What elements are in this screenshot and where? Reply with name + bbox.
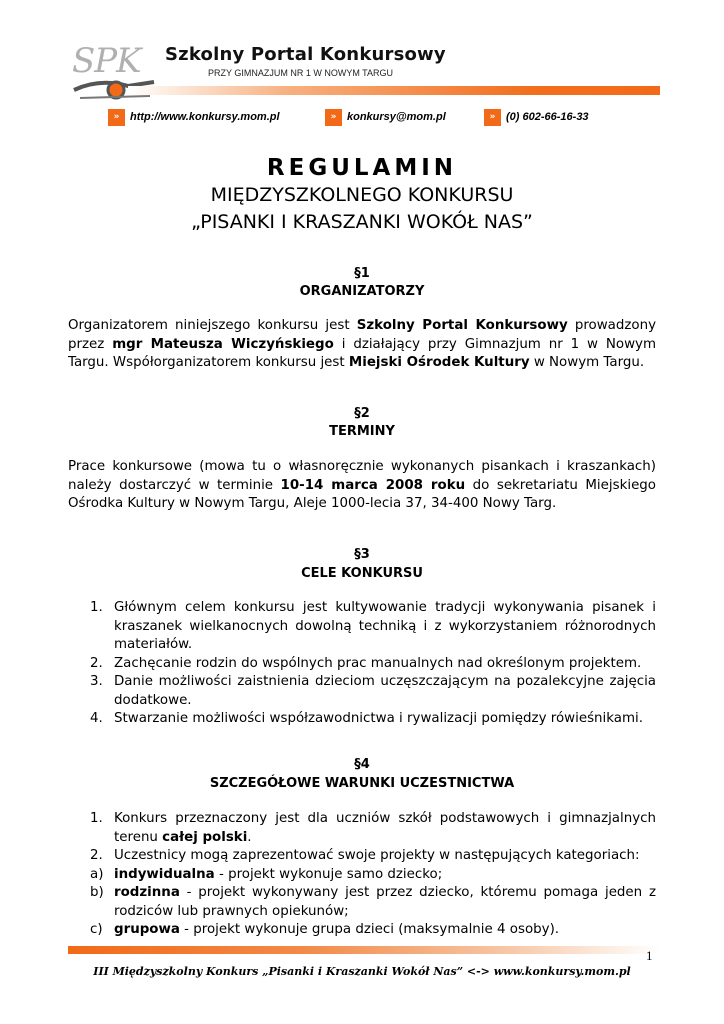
footer-accent-bar bbox=[68, 946, 660, 954]
section-4-number: §4 bbox=[354, 757, 370, 772]
section-1-heading: ORGANIZATORZY bbox=[299, 284, 425, 299]
section-2-number: §2 bbox=[354, 406, 370, 421]
portal-subtitle: PRZY GIMNAZJUM NR 1 W NOWYM TARGU bbox=[208, 68, 394, 78]
list-item: 1. Konkurs przeznaczony jest dla uczniów szkół podstawowych i gimnazjalnych terenu całej polski. bbox=[90, 811, 656, 845]
list-item: b) rodzinna - projekt wykonywany jest przez dziecko, któremu pomaga jeden z rodziców lub prawnych opiekunów; bbox=[90, 885, 656, 919]
document-subtitle-1: MIĘDZYSZKOLNEGO KONKURSU bbox=[210, 184, 514, 206]
chevron-right-icon: » bbox=[108, 109, 125, 126]
page-number: 1 bbox=[646, 948, 653, 963]
contact-bar bbox=[108, 108, 668, 126]
footer-text: III Międzyszkolny Konkurs „Pisanki i Kraszanki Wokół Nas” <-> www.konkursy.mom.pl bbox=[93, 965, 631, 978]
section-2-paragraph: Prace konkursowe (mowa tu o własnoręcznie wykonanych pisankach i kraszankach) należy dostarczyć w terminie 10-14 marca 2008 roku do sekretariatu Miejskiego Ośrodka Kultury w Nowym Targu, Aleje 1000-lecia 37, 34-400 Nowy Targ. bbox=[68, 459, 656, 511]
list-item: 2. Zachęcanie rodzin do wspólnych prac manualnych nad określonym projektem. bbox=[90, 655, 642, 671]
section-3-heading: CELE KONKURSU bbox=[301, 566, 423, 581]
section-4-heading: SZCZEGÓŁOWE WARUNKI UCZESTNICTWA bbox=[209, 776, 515, 791]
list-item: a) indywidualna - projekt wykonuje samo dziecko; bbox=[90, 866, 443, 882]
section-3-list bbox=[90, 599, 656, 729]
contact-email[interactable] bbox=[325, 108, 446, 126]
list-item: c) grupowa - projekt wykonuje grupa dzieci (maksymalnie 4 osoby). bbox=[90, 922, 560, 937]
section-4-list bbox=[90, 810, 656, 940]
portal-title: Szkolny Portal Konkursowy bbox=[165, 44, 446, 65]
list-item: 3. Danie możliwości zaistnienia dzieciom uczęszczającym na pozalekcyjne zajęcia dodatkowe. bbox=[90, 674, 656, 708]
document-title: REGULAMIN bbox=[266, 155, 458, 181]
contact-phone bbox=[484, 108, 589, 126]
section-3-number: §3 bbox=[354, 547, 370, 562]
list-item: 4. Stwarzanie możliwości współzawodnictwa i rywalizacji pomiędzy rówieśnikami. bbox=[90, 711, 644, 726]
section-1-number: §1 bbox=[354, 266, 370, 281]
chevron-right-icon: » bbox=[484, 109, 501, 126]
phone-number: (0) 602-66-16-33 bbox=[506, 111, 589, 123]
document-subtitle-2: „PISANKI I KRASZANKI WOKÓŁ NAS” bbox=[191, 211, 533, 233]
section-2-heading: TERMINY bbox=[329, 424, 395, 439]
email-link[interactable]: konkursy@mom.pl bbox=[347, 111, 446, 123]
list-item: 2. Uczestnicy mogą zaprezentować swoje projekty w następujących kategoriach: bbox=[90, 848, 640, 863]
list-item: 1. Głównym celem konkursu jest kultywowanie tradycji wykonywania pisanek i kraszanek wielkanocnych dowolną techniką i z wykorzystaniem różnorodnych materiałów. bbox=[90, 600, 656, 652]
section-1-paragraph: Organizatorem niniejszego konkursu jest Szkolny Portal Konkursowy prowadzony przez mgr Mateusza Wiczyńskiego i działający przy Gimnazjum nr 1 w Nowym Targu. Współorganizatorem konkursu jest Miejski Ośrodek Kultury w Nowym Targu. bbox=[68, 318, 657, 370]
logo-text: SPK bbox=[72, 41, 141, 81]
contact-website[interactable] bbox=[108, 108, 280, 126]
website-link[interactable]: http://www.konkursy.mom.pl bbox=[130, 111, 280, 123]
header-accent-bar bbox=[128, 86, 660, 95]
chevron-right-icon: » bbox=[325, 109, 342, 126]
